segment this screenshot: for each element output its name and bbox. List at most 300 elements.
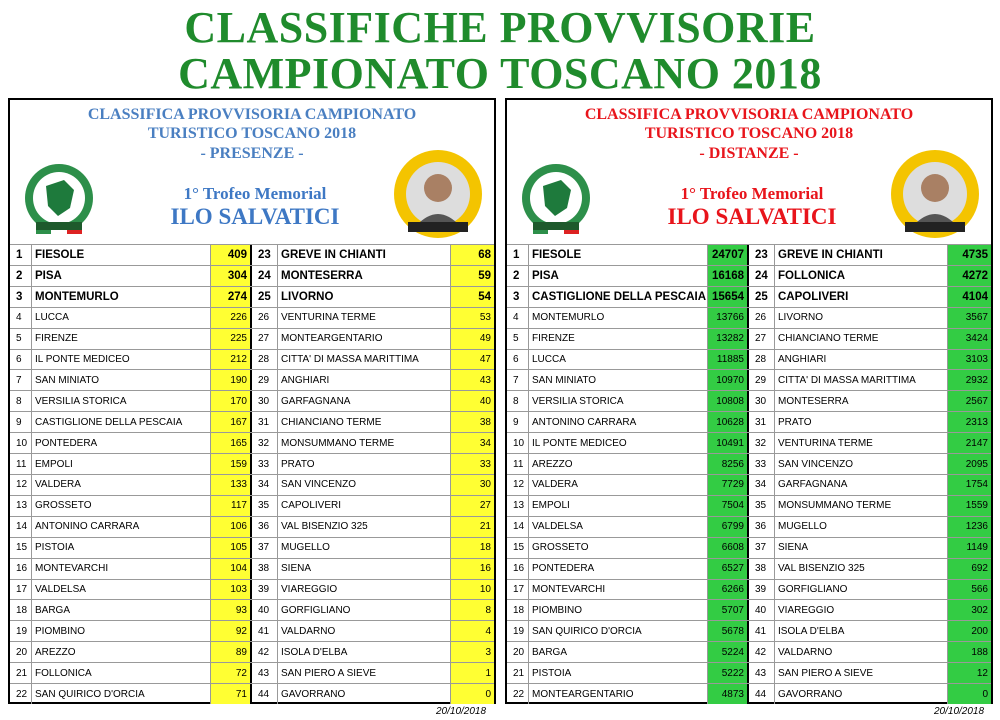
vespa-club-montemurlo-logo bbox=[887, 146, 983, 242]
value-cell: 6608 bbox=[707, 538, 749, 558]
club-name-cell: MONSUMMANO TERME bbox=[778, 500, 892, 512]
value-cell: 105 bbox=[210, 538, 252, 558]
presenze-trophy-line1: 1° Trofeo Memorial bbox=[183, 184, 327, 203]
value-cell: 103 bbox=[210, 580, 252, 600]
value-cell: 59 bbox=[450, 266, 494, 286]
rank-cell: 8 bbox=[10, 391, 32, 411]
table-row bbox=[507, 286, 991, 307]
value-cell: 33 bbox=[450, 454, 494, 474]
vespa-club-toscana-logo bbox=[513, 160, 599, 234]
club-name-cell: LUCCA bbox=[35, 312, 69, 324]
value-cell: 304 bbox=[210, 266, 252, 286]
table-row bbox=[10, 349, 494, 370]
value-cell: 3103 bbox=[947, 350, 991, 370]
presenze-table bbox=[10, 244, 494, 704]
club-name-cell: GAVORRANO bbox=[281, 688, 346, 700]
distanze-date: 20/10/2018 bbox=[934, 706, 985, 717]
table-row bbox=[507, 432, 991, 453]
rank-cell: 41 bbox=[254, 621, 278, 641]
value-cell: 16168 bbox=[707, 266, 749, 286]
rank-cell: 38 bbox=[254, 559, 278, 579]
value-cell: 0 bbox=[947, 684, 991, 704]
rank-cell: 16 bbox=[507, 559, 529, 579]
club-name-cell: VALDARNO bbox=[281, 625, 336, 637]
value-cell: 2147 bbox=[947, 433, 991, 453]
club-name-cell: VERSILIA STORICA bbox=[35, 395, 127, 407]
rank-cell: 42 bbox=[254, 642, 278, 662]
value-cell: 212 bbox=[210, 350, 252, 370]
rank-cell: 26 bbox=[254, 308, 278, 328]
rank-cell: 19 bbox=[10, 621, 32, 641]
value-cell: 68 bbox=[450, 245, 494, 265]
rank-cell: 33 bbox=[751, 454, 775, 474]
value-cell: 226 bbox=[210, 308, 252, 328]
rank-cell: 38 bbox=[751, 559, 775, 579]
rank-cell: 36 bbox=[751, 517, 775, 537]
value-cell: 43 bbox=[450, 370, 494, 390]
table-row bbox=[507, 244, 991, 265]
rank-cell: 20 bbox=[10, 642, 32, 662]
value-cell: 10491 bbox=[707, 433, 749, 453]
value-cell: 53 bbox=[450, 308, 494, 328]
rank-cell: 30 bbox=[751, 391, 775, 411]
value-cell: 10628 bbox=[707, 412, 749, 432]
club-name-cell: VAL BISENZIO 325 bbox=[281, 521, 368, 533]
club-name-cell: PIOMBINO bbox=[532, 604, 583, 616]
presenze-panel bbox=[8, 98, 496, 704]
rank-cell: 33 bbox=[254, 454, 278, 474]
rank-cell: 22 bbox=[10, 684, 32, 704]
value-cell: 225 bbox=[210, 329, 252, 349]
rank-cell: 23 bbox=[254, 245, 278, 265]
club-name-cell: VENTURINA TERME bbox=[281, 312, 376, 324]
value-cell: 4873 bbox=[707, 684, 749, 704]
distanze-trophy-line2: ILO SALVATICI bbox=[667, 204, 837, 229]
rank-cell: 25 bbox=[254, 287, 278, 307]
table-row bbox=[10, 599, 494, 620]
club-name-cell: SAN QUIRICO D'ORCIA bbox=[35, 688, 145, 700]
club-name-cell: VERSILIA STORICA bbox=[532, 395, 624, 407]
club-name-cell: CAPOLIVERI bbox=[778, 290, 849, 303]
value-cell: 0 bbox=[450, 684, 494, 704]
table-row bbox=[507, 537, 991, 558]
rank-cell: 11 bbox=[10, 454, 32, 474]
rank-cell: 5 bbox=[507, 329, 529, 349]
club-name-cell: VALDARNO bbox=[778, 646, 833, 658]
rank-cell: 9 bbox=[507, 412, 529, 432]
table-row bbox=[10, 474, 494, 495]
presenze-title-line1: CLASSIFICA PROVVISORIA CAMPIONATO bbox=[87, 106, 417, 123]
club-name-cell: ISOLA D'ELBA bbox=[281, 646, 348, 658]
value-cell: 133 bbox=[210, 475, 252, 495]
value-cell: 4 bbox=[450, 621, 494, 641]
rank-cell: 39 bbox=[751, 580, 775, 600]
club-name-cell: EMPOLI bbox=[35, 458, 73, 470]
table-row bbox=[10, 432, 494, 453]
table-row bbox=[10, 537, 494, 558]
rank-cell: 15 bbox=[10, 538, 32, 558]
value-cell: 4735 bbox=[947, 245, 991, 265]
rank-cell: 7 bbox=[10, 370, 32, 390]
value-cell: 6266 bbox=[707, 580, 749, 600]
club-name-cell: PISTOIA bbox=[532, 667, 572, 679]
value-cell: 2095 bbox=[947, 454, 991, 474]
club-name-cell: FOLLONICA bbox=[778, 269, 846, 282]
table-row bbox=[507, 328, 991, 349]
club-name-cell: SAN PIERO A SIEVE bbox=[778, 667, 874, 679]
club-name-cell: ANGHIARI bbox=[281, 374, 330, 386]
table-row bbox=[10, 641, 494, 662]
rank-cell: 17 bbox=[10, 580, 32, 600]
value-cell: 106 bbox=[210, 517, 252, 537]
value-cell: 47 bbox=[450, 350, 494, 370]
value-cell: 5222 bbox=[707, 663, 749, 683]
table-row bbox=[507, 474, 991, 495]
club-name-cell: SAN MINIATO bbox=[35, 374, 100, 386]
club-name-cell: PRATO bbox=[281, 458, 315, 470]
rank-cell: 8 bbox=[507, 391, 529, 411]
club-name-cell: PISA bbox=[532, 269, 559, 282]
main-title-line1: CLASSIFICHE PROVVISORIE bbox=[184, 3, 816, 52]
value-cell: 7729 bbox=[707, 475, 749, 495]
rank-cell: 21 bbox=[507, 663, 529, 683]
table-row bbox=[10, 286, 494, 307]
rank-cell: 15 bbox=[507, 538, 529, 558]
value-cell: 4104 bbox=[947, 287, 991, 307]
rank-cell: 13 bbox=[507, 496, 529, 516]
rank-cell: 14 bbox=[507, 517, 529, 537]
club-name-cell: VALDERA bbox=[35, 479, 81, 491]
table-row bbox=[10, 390, 494, 411]
club-name-cell: SAN QUIRICO D'ORCIA bbox=[532, 625, 642, 637]
table-row bbox=[507, 307, 991, 328]
table-row bbox=[507, 641, 991, 662]
club-name-cell: MONTEARGENTARIO bbox=[281, 333, 383, 345]
value-cell: 30 bbox=[450, 475, 494, 495]
value-cell: 167 bbox=[210, 412, 252, 432]
value-cell: 8 bbox=[450, 600, 494, 620]
value-cell: 1754 bbox=[947, 475, 991, 495]
value-cell: 27 bbox=[450, 496, 494, 516]
value-cell: 92 bbox=[210, 621, 252, 641]
table-row bbox=[10, 683, 494, 704]
table-row bbox=[10, 244, 494, 265]
club-name-cell: FIRENZE bbox=[532, 333, 575, 345]
value-cell: 12 bbox=[947, 663, 991, 683]
value-cell: 11885 bbox=[707, 350, 749, 370]
rank-cell: 32 bbox=[751, 433, 775, 453]
rank-cell: 44 bbox=[254, 684, 278, 704]
rank-cell: 5 bbox=[10, 329, 32, 349]
table-row bbox=[507, 683, 991, 704]
rank-cell: 24 bbox=[751, 266, 775, 286]
rank-cell: 16 bbox=[10, 559, 32, 579]
table-row bbox=[10, 579, 494, 600]
club-name-cell: SIENA bbox=[281, 563, 312, 575]
table-row bbox=[507, 495, 991, 516]
table-row bbox=[507, 390, 991, 411]
rank-cell: 14 bbox=[10, 517, 32, 537]
rank-cell: 40 bbox=[751, 600, 775, 620]
rank-cell: 1 bbox=[10, 245, 32, 265]
rank-cell: 13 bbox=[10, 496, 32, 516]
value-cell: 13766 bbox=[707, 308, 749, 328]
value-cell: 10 bbox=[450, 580, 494, 600]
club-name-cell: ANTONINO CARRARA bbox=[532, 416, 637, 428]
rank-cell: 21 bbox=[10, 663, 32, 683]
value-cell: 190 bbox=[210, 370, 252, 390]
value-cell: 104 bbox=[210, 559, 252, 579]
table-row bbox=[10, 307, 494, 328]
table-row bbox=[10, 411, 494, 432]
rank-cell: 3 bbox=[507, 287, 529, 307]
presenze-date: 20/10/2018 bbox=[436, 706, 487, 717]
club-name-cell: SAN VINCENZO bbox=[778, 458, 854, 470]
value-cell: 692 bbox=[947, 559, 991, 579]
rank-cell: 43 bbox=[254, 663, 278, 683]
value-cell: 6799 bbox=[707, 517, 749, 537]
table-row bbox=[10, 662, 494, 683]
value-cell: 274 bbox=[210, 287, 252, 307]
value-cell: 566 bbox=[947, 580, 991, 600]
value-cell: 170 bbox=[210, 391, 252, 411]
club-name-cell: IL PONTE MEDICEO bbox=[35, 353, 130, 365]
rank-cell: 34 bbox=[254, 475, 278, 495]
value-cell: 188 bbox=[947, 642, 991, 662]
rank-cell: 41 bbox=[751, 621, 775, 641]
club-name-cell: PISA bbox=[35, 269, 62, 282]
value-cell: 10970 bbox=[707, 370, 749, 390]
vespa-club-montemurlo-logo bbox=[390, 146, 486, 242]
table-row bbox=[507, 411, 991, 432]
rank-cell: 28 bbox=[751, 350, 775, 370]
club-name-cell: GREVE IN CHIANTI bbox=[281, 248, 386, 261]
rank-cell: 2 bbox=[10, 266, 32, 286]
rank-cell: 43 bbox=[751, 663, 775, 683]
table-row bbox=[507, 599, 991, 620]
value-cell: 18 bbox=[450, 538, 494, 558]
rank-cell: 12 bbox=[507, 475, 529, 495]
rank-cell: 18 bbox=[10, 600, 32, 620]
value-cell: 1559 bbox=[947, 496, 991, 516]
rank-cell: 4 bbox=[507, 308, 529, 328]
club-name-cell: FIESOLE bbox=[35, 248, 85, 261]
table-row bbox=[507, 579, 991, 600]
value-cell: 3424 bbox=[947, 329, 991, 349]
club-name-cell: MONTESERRA bbox=[778, 395, 849, 407]
main-title-line2: CAMPIONATO TOSCANO 2018 bbox=[178, 49, 822, 98]
rank-cell: 4 bbox=[10, 308, 32, 328]
value-cell: 93 bbox=[210, 600, 252, 620]
table-row bbox=[10, 328, 494, 349]
rank-cell: 37 bbox=[254, 538, 278, 558]
rank-cell: 11 bbox=[507, 454, 529, 474]
distanze-title-line2: TURISTICO TOSCANO 2018 bbox=[644, 125, 854, 142]
table-row bbox=[10, 558, 494, 579]
value-cell: 38 bbox=[450, 412, 494, 432]
rank-cell: 31 bbox=[751, 412, 775, 432]
distanze-table bbox=[507, 244, 991, 704]
distanze-trophy-line1: 1° Trofeo Memorial bbox=[680, 184, 824, 203]
club-name-cell: GROSSETO bbox=[35, 500, 92, 512]
club-name-cell: BARGA bbox=[532, 646, 568, 658]
rank-cell: 31 bbox=[254, 412, 278, 432]
rank-cell: 1 bbox=[507, 245, 529, 265]
club-name-cell: GREVE IN CHIANTI bbox=[778, 248, 883, 261]
rank-cell: 7 bbox=[507, 370, 529, 390]
rank-cell: 44 bbox=[751, 684, 775, 704]
club-name-cell: MONTESERRA bbox=[281, 269, 363, 282]
club-name-cell: BARGA bbox=[35, 604, 71, 616]
club-name-cell: MUGELLO bbox=[778, 521, 827, 533]
club-name-cell: PONTEDERA bbox=[35, 437, 98, 449]
club-name-cell: CASTIGLIONE DELLA PESCAIA bbox=[532, 290, 706, 303]
rank-cell: 32 bbox=[254, 433, 278, 453]
vespa-club-toscana-logo bbox=[16, 160, 102, 234]
table-row bbox=[10, 265, 494, 286]
value-cell: 16 bbox=[450, 559, 494, 579]
club-name-cell: MONTEVARCHI bbox=[35, 563, 109, 575]
rank-cell: 20 bbox=[507, 642, 529, 662]
value-cell: 6527 bbox=[707, 559, 749, 579]
club-name-cell: VIAREGGIO bbox=[778, 604, 835, 616]
club-name-cell: LUCCA bbox=[532, 353, 566, 365]
rank-cell: 18 bbox=[507, 600, 529, 620]
table-row bbox=[10, 516, 494, 537]
rank-cell: 35 bbox=[254, 496, 278, 516]
club-name-cell: PIOMBINO bbox=[35, 625, 86, 637]
rank-cell: 27 bbox=[254, 329, 278, 349]
presenze-title-line2: TURISTICO TOSCANO 2018 bbox=[147, 125, 357, 142]
rank-cell: 36 bbox=[254, 517, 278, 537]
club-name-cell: SAN VINCENZO bbox=[281, 479, 357, 491]
table-row bbox=[10, 495, 494, 516]
table-row bbox=[10, 620, 494, 641]
club-name-cell: AREZZO bbox=[35, 646, 76, 658]
value-cell: 117 bbox=[210, 496, 252, 516]
club-name-cell: GARFAGNANA bbox=[778, 479, 848, 491]
rank-cell: 23 bbox=[751, 245, 775, 265]
presenze-title-line3: - PRESENZE - bbox=[200, 145, 304, 162]
rank-cell: 42 bbox=[751, 642, 775, 662]
rank-cell: 6 bbox=[507, 350, 529, 370]
club-name-cell: VIAREGGIO bbox=[281, 583, 338, 595]
value-cell: 21 bbox=[450, 517, 494, 537]
value-cell: 1149 bbox=[947, 538, 991, 558]
club-name-cell: GORFIGLIANO bbox=[778, 583, 848, 595]
rank-cell: 40 bbox=[254, 600, 278, 620]
value-cell: 2313 bbox=[947, 412, 991, 432]
rank-cell: 9 bbox=[10, 412, 32, 432]
club-name-cell: PISTOIA bbox=[35, 542, 75, 554]
club-name-cell: FIRENZE bbox=[35, 333, 78, 345]
value-cell: 71 bbox=[210, 684, 252, 704]
rank-cell: 27 bbox=[751, 329, 775, 349]
value-cell: 165 bbox=[210, 433, 252, 453]
rank-cell: 29 bbox=[254, 370, 278, 390]
value-cell: 10808 bbox=[707, 391, 749, 411]
distanze-title-line3: - DISTANZE - bbox=[699, 145, 799, 162]
value-cell: 72 bbox=[210, 663, 252, 683]
value-cell: 24707 bbox=[707, 245, 749, 265]
club-name-cell: PRATO bbox=[778, 416, 812, 428]
club-name-cell: VALDELSA bbox=[532, 521, 583, 533]
value-cell: 49 bbox=[450, 329, 494, 349]
value-cell: 54 bbox=[450, 287, 494, 307]
value-cell: 5707 bbox=[707, 600, 749, 620]
rank-cell: 37 bbox=[751, 538, 775, 558]
club-name-cell: PONTEDERA bbox=[532, 563, 595, 575]
rank-cell: 39 bbox=[254, 580, 278, 600]
table-row bbox=[10, 369, 494, 390]
club-name-cell: CITTA' DI MASSA MARITTIMA bbox=[281, 353, 419, 365]
club-name-cell: LIVORNO bbox=[281, 290, 334, 303]
table-row bbox=[507, 516, 991, 537]
value-cell: 1 bbox=[450, 663, 494, 683]
club-name-cell: ISOLA D'ELBA bbox=[778, 625, 845, 637]
club-name-cell: SIENA bbox=[778, 542, 809, 554]
presenze-trophy-line2: ILO SALVATICI bbox=[170, 204, 340, 229]
value-cell: 15654 bbox=[707, 287, 749, 307]
club-name-cell: EMPOLI bbox=[532, 500, 570, 512]
value-cell: 40 bbox=[450, 391, 494, 411]
club-name-cell: GARFAGNANA bbox=[281, 395, 351, 407]
table-row bbox=[507, 453, 991, 474]
table-row bbox=[10, 453, 494, 474]
club-name-cell: GORFIGLIANO bbox=[281, 604, 351, 616]
club-name-cell: MUGELLO bbox=[281, 542, 330, 554]
value-cell: 5678 bbox=[707, 621, 749, 641]
club-name-cell: CASTIGLIONE DELLA PESCAIA bbox=[35, 416, 183, 428]
rank-cell: 6 bbox=[10, 350, 32, 370]
distanze-title-line1: CLASSIFICA PROVVISORIA CAMPIONATO bbox=[584, 106, 914, 123]
value-cell: 159 bbox=[210, 454, 252, 474]
value-cell: 1236 bbox=[947, 517, 991, 537]
club-name-cell: ANGHIARI bbox=[778, 353, 827, 365]
club-name-cell: VAL BISENZIO 325 bbox=[778, 563, 865, 575]
value-cell: 7504 bbox=[707, 496, 749, 516]
value-cell: 13282 bbox=[707, 329, 749, 349]
rank-cell: 34 bbox=[751, 475, 775, 495]
rank-cell: 19 bbox=[507, 621, 529, 641]
club-name-cell: MONTEMURLO bbox=[35, 290, 119, 303]
club-name-cell: SAN PIERO A SIEVE bbox=[281, 667, 377, 679]
club-name-cell: IL PONTE MEDICEO bbox=[532, 437, 627, 449]
club-name-cell: AREZZO bbox=[532, 458, 573, 470]
club-name-cell: FIESOLE bbox=[532, 248, 582, 261]
rank-cell: 30 bbox=[254, 391, 278, 411]
presenze-panel-header bbox=[10, 100, 494, 242]
club-name-cell: GROSSETO bbox=[532, 542, 589, 554]
club-name-cell: CHIANCIANO TERME bbox=[281, 416, 382, 428]
rank-cell: 35 bbox=[751, 496, 775, 516]
club-name-cell: CITTA' DI MASSA MARITTIMA bbox=[778, 374, 916, 386]
table-row bbox=[507, 369, 991, 390]
value-cell: 409 bbox=[210, 245, 252, 265]
distanze-panel-header bbox=[507, 100, 991, 242]
rank-cell: 26 bbox=[751, 308, 775, 328]
rank-cell: 29 bbox=[751, 370, 775, 390]
table-row bbox=[507, 620, 991, 641]
table-row bbox=[507, 349, 991, 370]
club-name-cell: CHIANCIANO TERME bbox=[778, 333, 879, 345]
value-cell: 3567 bbox=[947, 308, 991, 328]
club-name-cell: ANTONINO CARRARA bbox=[35, 521, 140, 533]
club-name-cell: MONTEMURLO bbox=[532, 312, 605, 324]
club-name-cell: VENTURINA TERME bbox=[778, 437, 873, 449]
club-name-cell: MONSUMMANO TERME bbox=[281, 437, 395, 449]
table-row bbox=[507, 662, 991, 683]
